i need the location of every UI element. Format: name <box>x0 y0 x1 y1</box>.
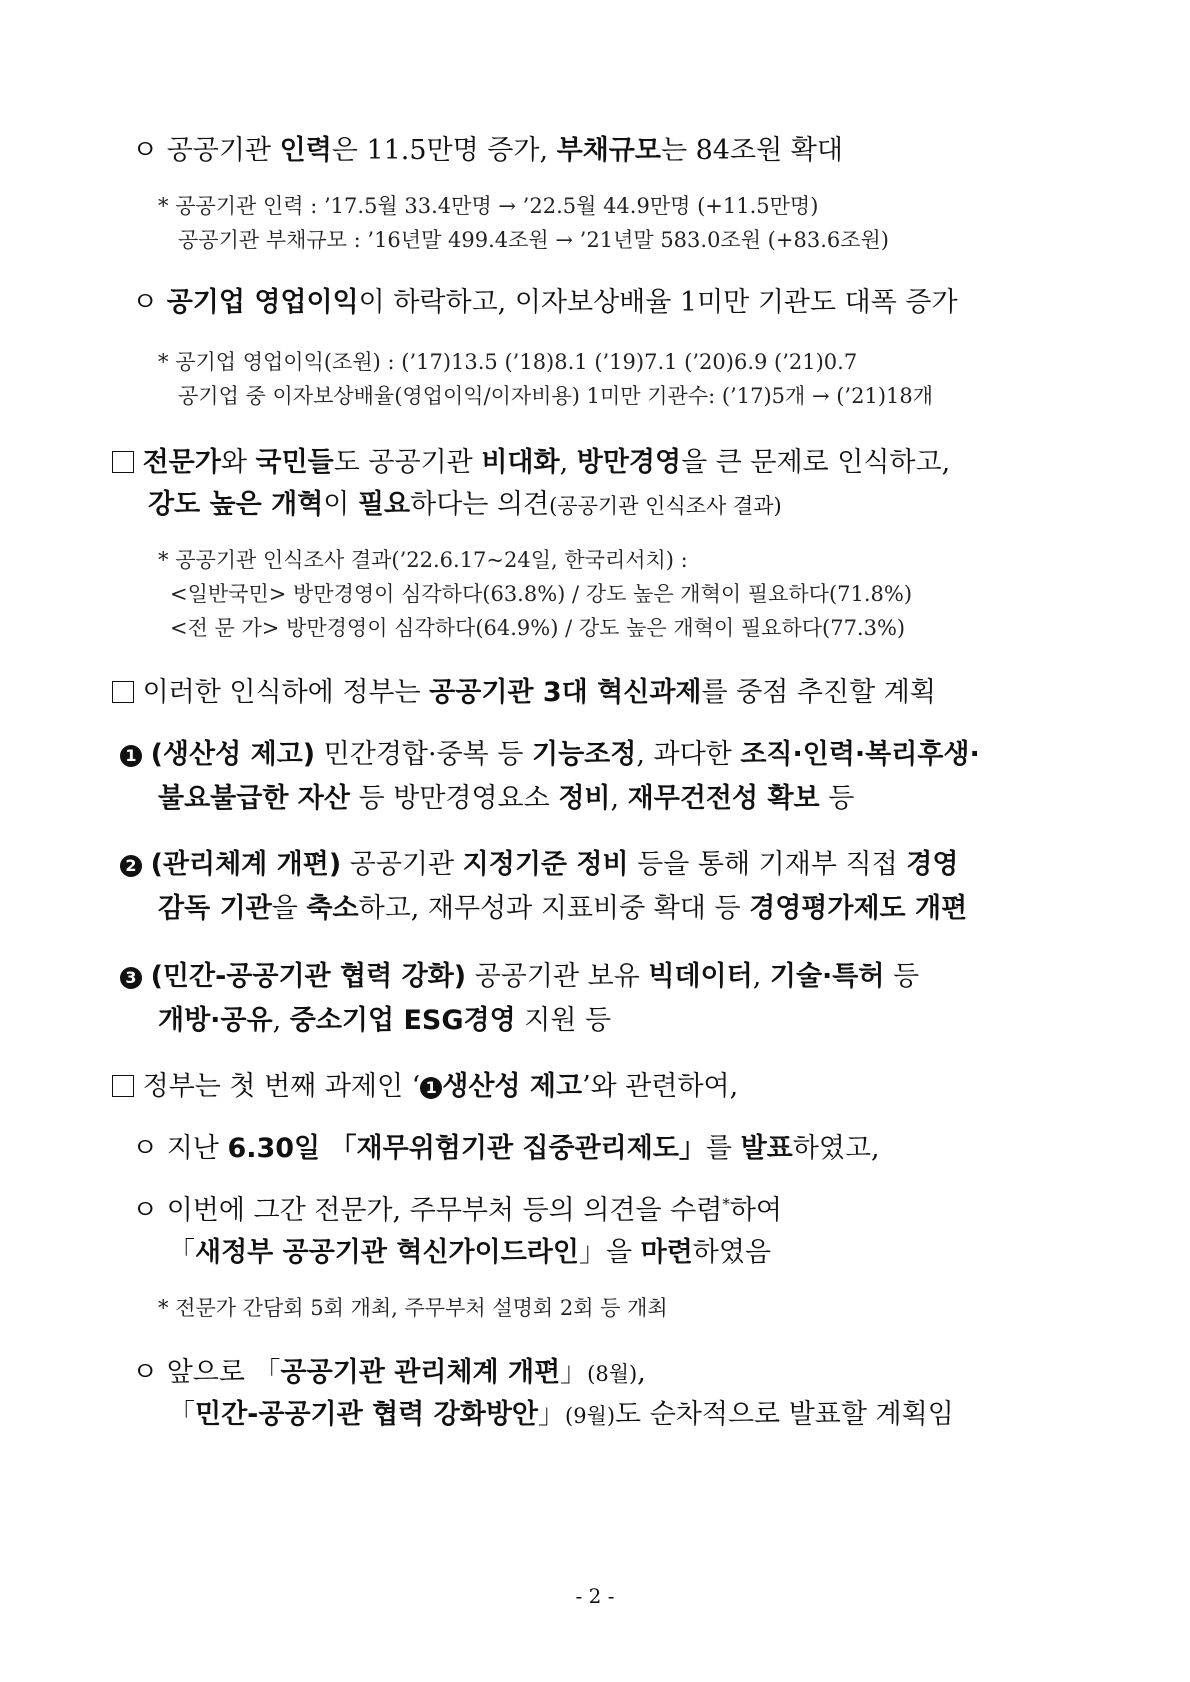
bold-text: 부채규모 <box>556 135 661 166</box>
text: 「 <box>168 1399 195 1430</box>
text: ’와 관련하여, <box>582 1071 739 1102</box>
bold-text: 중소기업 ESG경영 <box>289 1005 516 1036</box>
circle-bullet: ㅇ <box>132 1357 159 1388</box>
note-text: 공기업 중 이자보상배율(영업이익/이자비용) 1미만 기관수: (’17)5개 → (’21)18개 <box>178 384 934 408</box>
text: 공공기관 <box>166 135 280 166</box>
line-first-task <box>112 1064 738 1103</box>
small-text: (공공기관 인식조사 결과) <box>549 494 782 518</box>
note-profit <box>158 346 857 376</box>
line-announced <box>132 1126 880 1165</box>
bold-text: 빅데이터 <box>648 961 753 992</box>
note-text: 공공기관 부채규모 : ’16년말 499.4조원 → ’21년말 583.0조원 (+83.6조원) <box>178 228 889 252</box>
bold-text: (생산성 제고) <box>150 739 316 770</box>
small-text: (9월) <box>565 1404 616 1428</box>
note-debt <box>178 224 889 254</box>
line-guideline <box>168 1230 771 1269</box>
footnote-mark: * <box>722 1195 730 1213</box>
bold-text: 개방·공유 <box>158 1005 273 1036</box>
line-reform-needed <box>148 482 782 521</box>
text: , <box>610 783 628 814</box>
text: 하였고, <box>792 1133 880 1164</box>
text: 도 공공기관 <box>333 447 482 478</box>
bold-text: 경영 <box>906 849 959 880</box>
note-survey-public <box>170 578 912 608</box>
circle-bullet: ㅇ <box>132 287 159 318</box>
text: 와 <box>220 447 256 478</box>
text: 이 <box>323 489 358 520</box>
number-2-icon: 2 <box>120 855 142 877</box>
task-3-cont <box>158 998 611 1037</box>
text: , <box>637 1357 646 1388</box>
line-staff-debt <box>132 128 843 167</box>
bold-text: 감독 기관 <box>158 893 272 924</box>
note-survey <box>158 544 688 574</box>
text: 는 84조원 확대 <box>660 135 843 166</box>
bold-text: 인력 <box>279 135 332 166</box>
text: 앞으로 「 <box>166 1357 281 1388</box>
small-text: (8월) <box>587 1362 638 1386</box>
asterisk-bullet: * <box>158 350 169 374</box>
text: 공공기관 보유 <box>466 961 649 992</box>
text: , <box>752 961 770 992</box>
task-3 <box>120 954 919 993</box>
text: 민간경합·중복 등 <box>315 739 532 770</box>
bold-text: 정비 <box>558 783 611 814</box>
text: , 과다한 <box>636 739 741 770</box>
note-text: <전 문 가> 방만경영이 심각하다(64.9%) / 강도 높은 개혁이 필요하다(77.3%) <box>170 616 906 640</box>
page-number: - 2 - <box>575 1584 615 1608</box>
bold-text: (관리체계 개편) <box>150 849 342 880</box>
note-text: 공공기관 인식조사 결과(’22.6.17~24일, 한국리서치) : <box>175 548 688 572</box>
bold-text: 6.30일 「재무위험기관 집중관리제도」 <box>227 1133 706 1164</box>
text: , <box>559 447 577 478</box>
line-experts-public <box>112 440 950 479</box>
text: 하고, 재무성과 지표비중 확대 등 <box>358 893 750 924</box>
circle-bullet: ㅇ <box>132 135 159 166</box>
text: 이 하락하고, 이자보상배율 1미만 기관도 대폭 증가 <box>358 287 958 318</box>
circle-bullet: ㅇ <box>132 1133 159 1164</box>
text: 등 <box>884 961 920 992</box>
asterisk-bullet: * <box>158 548 169 572</box>
text: 를 <box>705 1133 741 1164</box>
number-3-icon: 3 <box>120 967 142 989</box>
bold-text: 조직·인력·복리후생· <box>740 739 980 770</box>
number-1-icon: 1 <box>120 745 142 767</box>
text: 을 <box>271 893 307 924</box>
line-operating-profit <box>132 280 958 319</box>
text: 정부는 첫 번째 과제인 ‘ <box>142 1071 421 1102</box>
note-meetings <box>158 1292 668 1322</box>
bold-text: 새정부 공공기관 혁신가이드라인 <box>195 1237 579 1268</box>
bold-text: 필요 <box>357 489 411 520</box>
checkbox-bullet <box>112 681 134 703</box>
text: 이번에 그간 전문가, 주무부처 등의 의견을 수렴 <box>166 1195 723 1226</box>
asterisk-bullet: * <box>158 1296 169 1320</box>
bold-text: 불요불급한 자산 <box>158 783 350 814</box>
text: 지원 등 <box>515 1005 612 1036</box>
task-2-cont <box>158 886 967 925</box>
bold-text: (민간-공공기관 협력 강화) <box>150 961 467 992</box>
text: 등을 통해 기재부 직접 <box>628 849 907 880</box>
line-three-tasks <box>112 670 936 709</box>
task-1 <box>120 732 980 771</box>
circle-bullet: ㅇ <box>132 1195 159 1226</box>
note-staff <box>158 190 818 220</box>
bold-text: 발표 <box>740 1133 793 1164</box>
text: 」을 <box>578 1237 641 1268</box>
text: 하여 <box>729 1195 782 1226</box>
note-text: 전문가 간담회 5회 개최, 주무부처 설명회 2회 등 개최 <box>175 1296 668 1320</box>
text: 등 <box>819 783 855 814</box>
text: 을 큰 문제로 인식하고, <box>681 447 951 478</box>
text: 하다는 의견 <box>410 489 550 520</box>
bold-text: 전문가 <box>142 447 221 478</box>
bold-text: 공공기관 3대 혁신과제 <box>429 677 702 708</box>
bold-text: 방만경영 <box>576 447 682 478</box>
text: 지난 <box>166 1133 228 1164</box>
text: 공공기관 <box>341 849 463 880</box>
text: 은 11.5만명 증가, <box>331 135 557 166</box>
task-1-cont <box>158 776 854 815</box>
line-future-cont <box>168 1392 954 1431</box>
bold-text: 공공기관 관리체계 개편 <box>280 1357 561 1388</box>
note-survey-experts <box>170 612 905 642</box>
bold-text: 경영평가제도 개편 <box>749 893 968 924</box>
checkbox-bullet <box>112 451 134 473</box>
bold-text: 재무건전성 확보 <box>627 783 820 814</box>
line-future <box>132 1350 646 1389</box>
checkbox-bullet <box>112 1075 134 1097</box>
asterisk-bullet: * <box>158 194 169 218</box>
number-1-icon: 1 <box>420 1077 442 1099</box>
text: 」 <box>538 1399 565 1430</box>
bold-text: 지정기준 정비 <box>462 849 629 880</box>
text: 등 방만경영요소 <box>349 783 559 814</box>
text: 하였음 <box>692 1237 772 1268</box>
bold-text: 생산성 제고 <box>442 1071 583 1102</box>
note-ratio <box>178 380 933 410</box>
task-2 <box>120 842 958 881</box>
text: 「 <box>168 1237 195 1268</box>
bold-text: 기능조정 <box>532 739 637 770</box>
text: 도 순차적으로 발표할 계획임 <box>615 1399 954 1430</box>
bold-text: 민간-공공기관 협력 강화방안 <box>195 1399 538 1430</box>
text: 」 <box>560 1357 588 1388</box>
bold-text: 마련 <box>640 1237 693 1268</box>
bold-text: 강도 높은 개혁 <box>148 489 324 520</box>
note-text: 공기업 영업이익(조원) : (’17)13.5 (’18)8.1 (’19)7.1 (’20)6.9 (’21)0.7 <box>175 350 858 374</box>
text: , <box>272 1005 290 1036</box>
line-this-time <box>132 1188 782 1227</box>
bold-text: 기술·특허 <box>769 961 885 992</box>
note-text: <일반국민> 방만경영이 심각하다(63.8%) / 강도 높은 개혁이 필요하다(71.8%) <box>170 582 913 606</box>
bold-text: 공기업 영업이익 <box>166 287 359 318</box>
bold-text: 비대화 <box>481 447 560 478</box>
text: 이러한 인식하에 정부는 <box>142 677 430 708</box>
note-text: 공공기관 인력 : ’17.5월 33.4만명 → ’22.5월 44.9만명 (+11.5만명) <box>175 194 819 218</box>
bold-text: 축소 <box>306 893 359 924</box>
bold-text: 국민들 <box>255 447 334 478</box>
text: 를 중점 추진할 계획 <box>701 677 936 708</box>
